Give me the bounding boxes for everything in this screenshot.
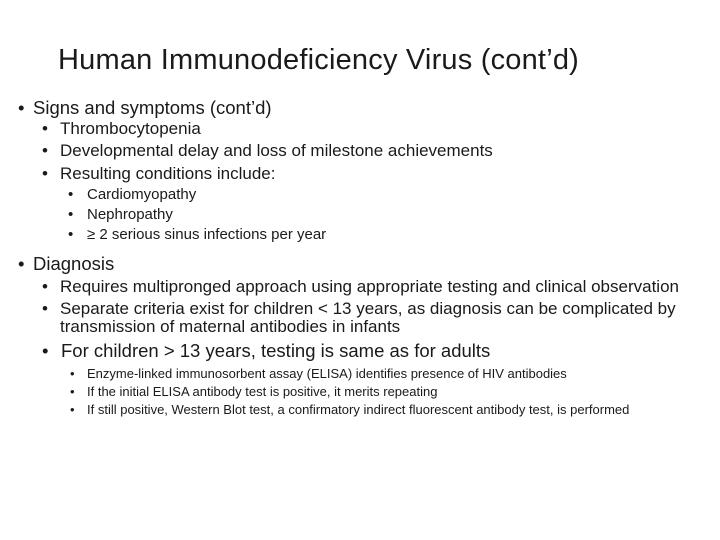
bullet-text: If still positive, Western Blot test, a confirmatory indirect fluorescent antibody test, is performed (87, 401, 630, 417)
bullet-text: Requires multipronged approach using appropriate testing and clinical observation (60, 276, 679, 296)
bullet-icon: • (70, 383, 75, 399)
bullet-icon: • (42, 339, 49, 361)
bullet-icon: • (42, 141, 48, 161)
bullet-icon: • (68, 226, 74, 244)
bullet-text: Diagnosis (33, 252, 115, 274)
bullet-text: Thrombocytopenia (60, 118, 201, 138)
bullet-item-elisa (70, 367, 708, 381)
bullet-icon: • (42, 163, 48, 183)
bullet-text: Separate criteria exist for children < 13 years, as diagnosis can be complicated by transmission of maternal antibodies in infants (60, 298, 676, 337)
bullet-item-testing-same-as-adults (42, 341, 708, 361)
bullet-item-developmental-delay (42, 142, 708, 160)
bullet-icon: • (70, 401, 75, 417)
bullet-text: ≥ 2 serious sinus infections per year (87, 226, 327, 244)
bullet-icon: • (70, 365, 75, 381)
bullet-icon: • (18, 252, 25, 274)
bullet-item-diagnosis (18, 254, 708, 274)
bullet-item-separate-criteria (42, 300, 708, 337)
slide-title: Human Immunodeficiency Virus (cont’d) (58, 44, 580, 76)
bullet-icon: • (18, 97, 25, 118)
bullet-item-western-blot (70, 403, 708, 417)
bullet-item-thrombocytopenia (42, 120, 708, 138)
bullet-text: If the initial ELISA antibody test is positive, it merits repeating (87, 383, 438, 399)
bullet-text: Resulting conditions include: (60, 163, 276, 183)
bullet-icon: • (42, 298, 48, 318)
bullet-text: Signs and symptoms (cont’d) (33, 97, 272, 118)
bullet-icon: • (42, 118, 48, 138)
bullet-item-cardiomyopathy (68, 187, 708, 203)
bullet-text: Enzyme-linked immunosorbent assay (ELISA) identifies presence of HIV antibodies (87, 365, 567, 381)
bullet-item-elisa-repeat (70, 385, 708, 399)
bullet-item-multipronged-approach (42, 278, 708, 296)
bullet-text: Cardiomyopathy (87, 186, 197, 204)
bullet-icon: • (42, 276, 48, 296)
bullet-text: For children > 13 years, testing is same as for adults (61, 339, 491, 361)
bullet-item-signs-symptoms (18, 98, 708, 118)
bullet-item-resulting-conditions (42, 165, 708, 183)
bullet-item-sinus-infections (68, 227, 708, 243)
bullet-icon: • (68, 206, 74, 224)
bullet-list (18, 96, 708, 417)
bullet-item-nephropathy (68, 207, 708, 223)
bullet-text: Developmental delay and loss of milestone achievements (60, 141, 493, 161)
bullet-text: Nephropathy (87, 206, 173, 224)
bullet-icon: • (68, 186, 74, 204)
